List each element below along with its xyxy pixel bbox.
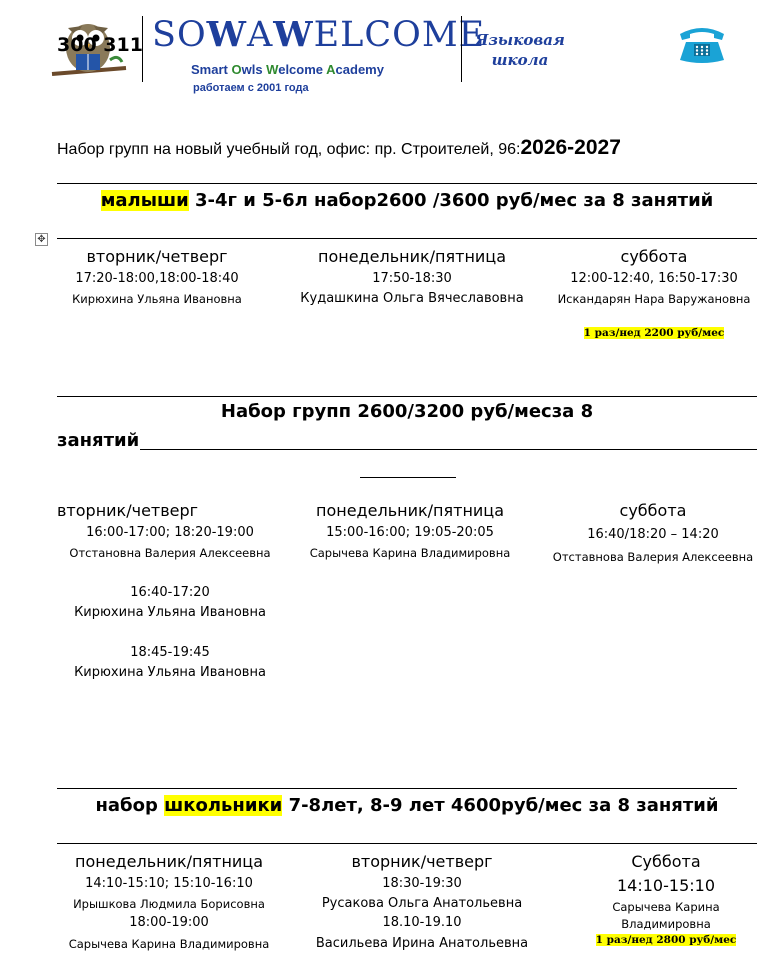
brand-part: ELCOME — [313, 15, 486, 55]
telephone-icon[interactable] — [676, 20, 728, 66]
brand-part: SO — [152, 15, 207, 55]
teacher-name: Искандарян Нара Варужановна — [557, 292, 751, 306]
schedule-entry — [57, 642, 283, 682]
schedule-column — [296, 500, 524, 562]
school-label-line1: Языковая — [475, 31, 565, 49]
schedule-column — [57, 500, 287, 562]
teacher-name: Владимировна — [621, 917, 711, 931]
price-note-text: 1 раз/нед 2800 руб/мес — [595, 934, 737, 946]
title-pre: набор — [95, 795, 165, 816]
section2-title-line1: Набор групп 2600/3200 руб/месза 8 — [220, 401, 594, 422]
teacher-name: Ирышкова Людмила Борисовна — [73, 897, 265, 911]
academy-part: O — [231, 62, 242, 77]
schedule-column — [585, 851, 747, 947]
teacher-name: Кирюхина Ульяна Ивановна — [72, 292, 242, 306]
day-label: понедельник/пятница — [75, 852, 263, 871]
rule — [140, 449, 757, 450]
time-slot: 15:00-16:00; 19:05-20:05 — [326, 525, 494, 540]
title-rest: 7-8лет, 8-9 лет 4600руб/мес за 8 занятий — [282, 795, 719, 816]
phone-number: 300 311 — [57, 34, 143, 56]
school-label-line2: школа — [491, 51, 549, 69]
day-label: понедельник/пятница — [318, 247, 506, 266]
academic-year: 2026-2027 — [520, 136, 621, 159]
brand-part: W — [206, 14, 247, 55]
academy-part: Smart — [191, 62, 232, 77]
teacher-name: Сарычева Карина Владимировна — [309, 546, 511, 560]
title-highlight: школьники — [164, 795, 283, 816]
time-slot: 18:30-19:30 — [382, 876, 462, 891]
day-label: вторник/четверг — [57, 501, 199, 520]
rule — [57, 843, 757, 844]
intro-text: Набор групп на новый учебный год, офис: пр. Строителей, 96: — [57, 141, 521, 158]
time-slot: 14:10-15:10; 15:10-16:10 — [85, 876, 253, 891]
day-label: вторник/четверг — [351, 852, 493, 871]
schedule-column — [548, 246, 760, 308]
day-label: понедельник/пятница — [316, 501, 504, 520]
time-slot: 17:50-18:30 — [372, 271, 452, 286]
day-label: вторник/четверг — [86, 247, 228, 266]
academy-part: wls — [241, 62, 267, 77]
schedule-column — [57, 851, 281, 955]
schedule-column — [57, 246, 257, 308]
move-handle-icon[interactable]: ✥ — [35, 233, 48, 246]
rule — [57, 396, 757, 397]
time-slot: 18:45-19:45 — [130, 645, 210, 660]
time-slot: 14:10-15:10 — [617, 876, 715, 895]
price-note — [585, 933, 747, 947]
teacher-name: Отстановна Валерия Алексеевна — [69, 546, 271, 560]
brand-name — [152, 14, 485, 55]
schedule-column — [302, 851, 542, 955]
teacher-name: Кирюхина Ульяна Ивановна — [74, 665, 266, 680]
teacher-name: Кирюхина Ульяна Ивановна — [74, 605, 266, 620]
day-label: суббота — [620, 247, 688, 266]
section3-title — [57, 795, 757, 816]
time-slot: 18.10-19.10 — [382, 915, 462, 930]
price-note — [548, 327, 760, 339]
brand-part: W — [273, 14, 314, 55]
academy-part: W — [266, 62, 279, 77]
time-slot: 16:40/18:20 – 14:20 — [587, 527, 719, 542]
section2-title-line2: занятий — [57, 430, 140, 451]
school-label — [472, 30, 568, 70]
teacher-name: Русакова Ольга Анатольевна — [321, 896, 523, 911]
rule — [57, 788, 737, 789]
academy-name — [191, 62, 384, 77]
rule — [57, 183, 757, 184]
academy-part: elcome — [278, 62, 327, 77]
title-highlight: малыши — [100, 190, 189, 211]
section1-title — [57, 190, 757, 211]
academy-part: cademy — [335, 62, 384, 77]
teacher-name: Отставнова Валерия Алексеевна — [552, 550, 754, 564]
teacher-name: Кудашкина Ольга Вячеславовна — [300, 291, 524, 306]
time-slot: 18:00-19:00 — [129, 915, 209, 930]
day-label: суббота — [619, 501, 687, 520]
rule — [360, 477, 456, 478]
rule — [57, 238, 757, 239]
teacher-name: Сарычева Карина — [612, 900, 720, 914]
time-slot: 12:00-12:40, 16:50-17:30 — [570, 271, 738, 286]
header-divider-left — [142, 16, 143, 82]
schedule-column — [543, 500, 763, 566]
title-rest: 3-4г и 5-6л набор2600 /3600 руб/мес за 8 занятий — [188, 190, 714, 211]
teacher-name: Васильева Ирина Анатольевна — [315, 936, 529, 951]
time-slot: 17:20-18:00,18:00-18:40 — [75, 271, 239, 286]
time-slot: 16:00-17:00; 18:20-19:00 — [86, 525, 254, 540]
academy-part: A — [326, 62, 336, 77]
brand-part: A — [246, 15, 274, 55]
schedule-entry — [57, 582, 283, 622]
price-note-text: 1 раз/нед 2200 руб/мес — [583, 327, 725, 339]
since-text: работаем с 2001 года — [193, 82, 309, 94]
intro-line — [57, 136, 621, 160]
time-slot: 16:40-17:20 — [130, 585, 210, 600]
day-label: Суббота — [631, 852, 701, 871]
header-divider-right — [461, 16, 462, 82]
teacher-name: Сарычева Карина Владимировна — [68, 937, 270, 951]
schedule-column — [282, 246, 542, 308]
